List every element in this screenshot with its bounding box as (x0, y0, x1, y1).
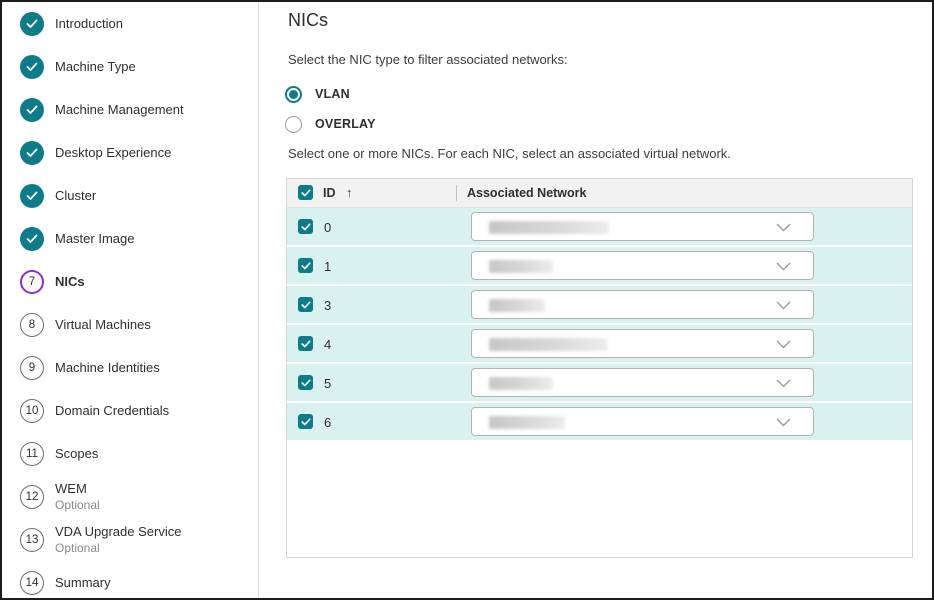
redacted-network-value (489, 299, 545, 312)
wizard-steps-sidebar (2, 2, 259, 598)
step-label: WEM (55, 480, 87, 496)
redacted-network-value (489, 221, 609, 234)
nic-checkbox-3[interactable] (298, 297, 313, 312)
redacted-network-value (489, 416, 565, 429)
step-completed-icon (20, 141, 44, 165)
nic-checkbox-6[interactable] (298, 414, 313, 429)
sidebar-step-introduction[interactable] (2, 2, 258, 45)
sidebar-step-scopes[interactable] (2, 432, 258, 475)
nic-row-1 (287, 247, 912, 286)
step-label: Machine Management (55, 101, 184, 117)
step-label: Summary (55, 574, 111, 590)
sidebar-step-vda-upgrade-service[interactable] (2, 518, 258, 561)
redacted-network-value (489, 260, 553, 273)
sort-ascending-icon: ↑ (346, 185, 353, 200)
sidebar-step-virtual-machines[interactable] (2, 303, 258, 346)
sidebar-step-summary[interactable] (2, 561, 258, 600)
associated-network-dropdown-1[interactable] (471, 251, 814, 280)
column-header-id[interactable]: ID (323, 186, 336, 200)
chevron-down-icon (776, 301, 791, 310)
associated-network-dropdown-4[interactable] (471, 329, 814, 358)
table-header-row (287, 179, 912, 208)
radio-option-overlay[interactable] (285, 114, 376, 134)
step-label: NICs (55, 273, 85, 289)
select-all-checkbox[interactable] (298, 185, 313, 200)
step-optional-tag: Optional (55, 540, 100, 555)
step-label: Scopes (55, 445, 99, 461)
nic-id-label: 3 (324, 298, 332, 313)
step-optional-tag: Optional (55, 497, 100, 512)
sidebar-step-machine-type[interactable] (2, 45, 258, 88)
sidebar-step-domain-credentials[interactable] (2, 389, 258, 432)
nic-checkbox-4[interactable] (298, 336, 313, 351)
sidebar-step-master-image[interactable] (2, 217, 258, 260)
associated-network-dropdown-6[interactable] (471, 407, 814, 436)
radio-selected-icon[interactable] (285, 86, 302, 103)
nic-id-label: 1 (324, 259, 332, 274)
redacted-network-value (489, 338, 607, 351)
step-number-badge: 11 (20, 442, 44, 466)
radio-option-vlan[interactable] (285, 84, 350, 104)
nic-row-5 (287, 364, 912, 403)
table-prompt-text: Select one or more NICs. For each NIC, select an associated virtual network. (288, 146, 731, 161)
step-completed-icon (20, 12, 44, 36)
step-label: Master Image (55, 230, 135, 246)
sidebar-step-wem[interactable] (2, 475, 258, 518)
sidebar-step-machine-management[interactable] (2, 88, 258, 131)
step-label: Machine Type (55, 58, 136, 74)
associated-network-dropdown-0[interactable] (471, 212, 814, 241)
nic-id-label: 6 (324, 415, 332, 430)
step-label: Domain Credentials (55, 402, 170, 418)
nics-panel (259, 2, 932, 598)
filter-prompt-text: Select the NIC type to filter associated networks: (288, 52, 568, 67)
radio-label: OVERLAY (315, 117, 376, 131)
page-title: NICs (288, 10, 328, 30)
step-label: Virtual Machines (55, 316, 151, 332)
step-label: Introduction (55, 15, 123, 31)
sidebar-step-machine-identities[interactable] (2, 346, 258, 389)
column-header-associated-network[interactable]: Associated Network (467, 186, 587, 200)
step-number-badge: 8 (20, 313, 44, 337)
column-divider (456, 185, 457, 201)
step-number-badge: 9 (20, 356, 44, 380)
nic-id-label: 5 (324, 376, 332, 391)
step-completed-icon (20, 184, 44, 208)
nic-row-4 (287, 325, 912, 364)
associated-network-dropdown-5[interactable] (471, 368, 814, 397)
nic-row-3 (287, 286, 912, 325)
step-label: VDA Upgrade Service (55, 523, 182, 539)
step-number-badge: 14 (20, 571, 44, 595)
step-label: Cluster (55, 187, 97, 203)
chevron-down-icon (776, 340, 791, 349)
nic-id-label: 4 (324, 337, 332, 352)
chevron-down-icon (776, 223, 791, 232)
step-number-badge: 10 (20, 399, 44, 423)
step-number-badge: 12 (20, 485, 44, 509)
redacted-network-value (489, 377, 553, 390)
step-label: Desktop Experience (55, 144, 172, 160)
chevron-down-icon (776, 418, 791, 427)
chevron-down-icon (776, 379, 791, 388)
step-completed-icon (20, 98, 44, 122)
step-completed-icon (20, 227, 44, 251)
sidebar-step-cluster[interactable] (2, 174, 258, 217)
associated-network-dropdown-3[interactable] (471, 290, 814, 319)
nic-row-0 (287, 208, 912, 247)
nics-table (286, 178, 913, 558)
step-number-badge: 7 (20, 270, 44, 294)
radio-unselected-icon[interactable] (285, 116, 302, 133)
step-label: Machine Identities (55, 359, 160, 375)
nic-checkbox-5[interactable] (298, 375, 313, 390)
nic-id-label: 0 (324, 220, 332, 235)
nic-row-6 (287, 403, 912, 442)
sidebar-step-nics[interactable] (2, 260, 258, 303)
step-completed-icon (20, 55, 44, 79)
nic-checkbox-1[interactable] (298, 258, 313, 273)
step-number-badge: 13 (20, 528, 44, 552)
radio-label: VLAN (315, 87, 350, 101)
nic-checkbox-0[interactable] (298, 219, 313, 234)
chevron-down-icon (776, 262, 791, 271)
sidebar-step-desktop-experience[interactable] (2, 131, 258, 174)
